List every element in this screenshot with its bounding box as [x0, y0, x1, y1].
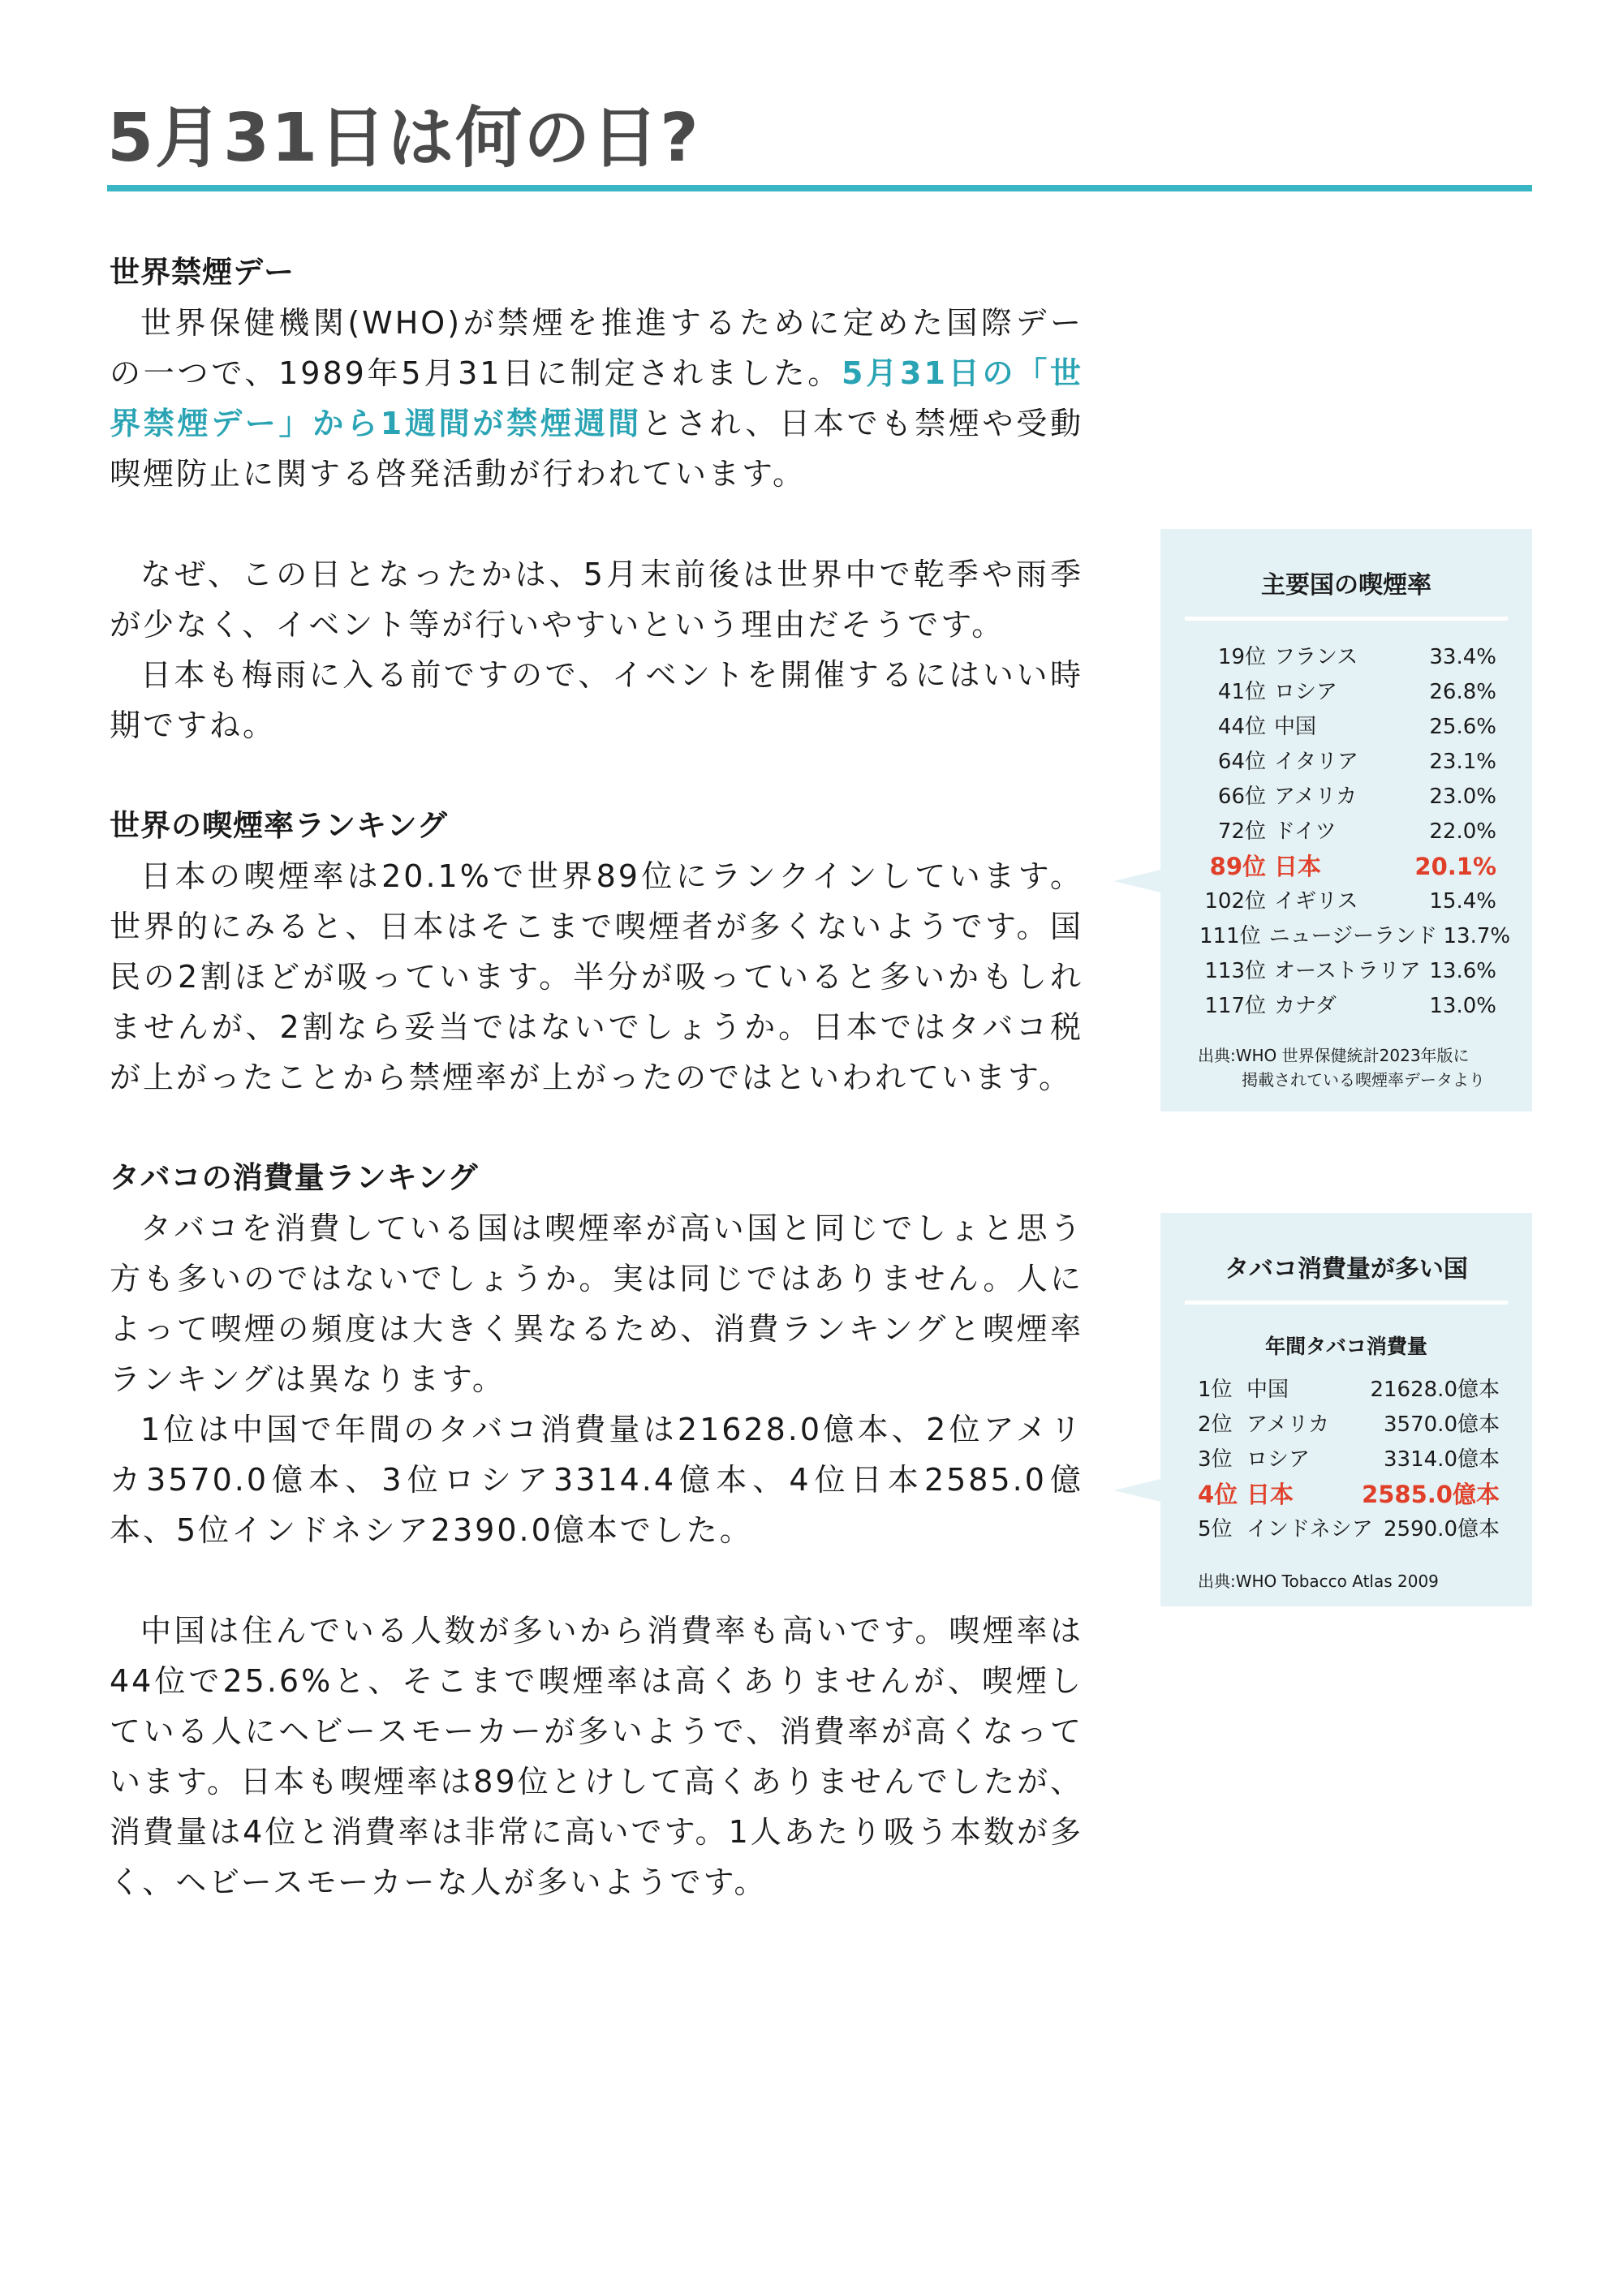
sidebar-subtitle: 年間タバコ消費量 — [1265, 1335, 1427, 1358]
rate-value: 13.7% — [1443, 924, 1511, 948]
rank-position: 117位 — [1204, 994, 1266, 1018]
consumption-sidebar — [1160, 1213, 1532, 1606]
paragraph-rainy-season: 日本も梅雨に入る前ですので、イベントを開催するにはいい時期ですね。 — [110, 657, 1083, 743]
rank-position: 41位 — [1217, 680, 1266, 704]
country-name: イギリス — [1274, 889, 1358, 914]
consumption-value: 2585.0億本 — [1362, 1481, 1500, 1508]
paragraph-consumption-intro: タバコを消費している国は喫煙率が高い国と同じでしょと思う方も多いのではないでしょうか。実は同じではありません。人によって喫煙の頻度は大きく異なるため、消費ランキングと喫煙率ランキングは異なります。 — [110, 1210, 1083, 1397]
heading-world-no-tobacco-day: 世界禁煙デー — [110, 255, 295, 290]
consumption-list — [1160, 1360, 1532, 1547]
country-name: ロシア — [1246, 1447, 1311, 1472]
list-item — [1199, 745, 1496, 780]
rate-value: 20.1% — [1414, 853, 1496, 880]
rate-value: 15.4% — [1429, 889, 1496, 914]
list-item — [1199, 780, 1496, 815]
rate-value: 33.4% — [1429, 645, 1496, 669]
country-name: イタリア — [1274, 750, 1359, 774]
rate-value: 22.0% — [1429, 819, 1496, 844]
rate-value: 23.1% — [1429, 750, 1496, 774]
country-name: カナダ — [1274, 994, 1337, 1018]
spacer — [110, 1103, 1083, 1153]
rank-position: 64位 — [1217, 750, 1266, 774]
rank-position: 113位 — [1204, 959, 1266, 983]
source-line: 出典:WHO 世界保健統計2023年版に — [1198, 1046, 1470, 1065]
country-name: 日本 — [1246, 1481, 1294, 1508]
list-item — [1199, 919, 1511, 954]
list-item — [1199, 640, 1496, 675]
rank-position: 66位 — [1217, 785, 1266, 809]
rank-position: 5位 — [1198, 1517, 1233, 1541]
country-name: フランス — [1274, 645, 1358, 669]
consumption-value: 21628.0億本 — [1370, 1378, 1500, 1402]
text-segment: とされ、日本でも禁煙や受動喫煙防止に関する啓発活動が行われています。 — [110, 406, 1083, 492]
country-name: 日本 — [1274, 853, 1322, 880]
smoking-rate-sidebar — [1160, 529, 1532, 1111]
list-item — [1199, 815, 1496, 849]
highlight-text: 5月31日の「世界禁煙デー」から1週間が禁煙週間 — [110, 355, 1083, 441]
rate-value: 25.6% — [1429, 715, 1496, 739]
heading-smoking-rate-ranking: 世界の喫煙率ランキング — [110, 808, 448, 843]
list-item — [1199, 710, 1496, 745]
country-name: アメリカ — [1274, 785, 1358, 809]
country-name: 中国 — [1246, 1378, 1289, 1402]
rank-position: 3位 — [1198, 1447, 1233, 1472]
rank-position: 72位 — [1217, 819, 1266, 844]
list-item — [1199, 954, 1496, 989]
text-segment: 世界保健機関(WHO)が禁煙を推進するために定めた国際デーの一つで、1989年5月31日に制定されました。 — [110, 305, 1083, 391]
source-note — [1160, 1024, 1532, 1092]
rank-position: 4位 — [1198, 1481, 1238, 1508]
rank-position: 89位 — [1209, 853, 1266, 880]
main-article — [110, 247, 1083, 1907]
list-item — [1199, 884, 1496, 919]
rank-position: 1位 — [1198, 1378, 1233, 1402]
country-name: ドイツ — [1274, 819, 1337, 844]
rate-value: 23.0% — [1429, 785, 1496, 809]
list-item-japan-highlight — [1199, 849, 1496, 884]
rate-value: 13.6% — [1429, 959, 1496, 983]
rank-position: 19位 — [1217, 645, 1266, 669]
list-item — [1198, 1408, 1500, 1443]
paragraph-no-tobacco-day — [110, 298, 1083, 499]
source-line: 掲載されている喫煙率データより — [1242, 1070, 1485, 1090]
list-item — [1199, 989, 1496, 1024]
rank-position: 2位 — [1198, 1412, 1233, 1437]
source-note: 出典:WHO Tobacco Atlas 2009 — [1198, 1572, 1439, 1591]
list-item — [1198, 1512, 1500, 1547]
spacer — [110, 750, 1083, 801]
consumption-value: 2590.0億本 — [1384, 1517, 1500, 1541]
spacer — [110, 1555, 1083, 1606]
rank-position: 44位 — [1217, 715, 1266, 739]
list-item-japan-highlight — [1198, 1477, 1500, 1512]
consumption-value: 3314.0億本 — [1384, 1447, 1500, 1472]
country-name: ロシア — [1274, 680, 1338, 704]
list-item — [1198, 1443, 1500, 1477]
list-item — [1198, 1373, 1500, 1408]
heading-consumption-ranking: タバコの消費量ランキング — [110, 1160, 479, 1195]
spacer — [110, 499, 1083, 549]
paragraph-consumption-analysis: 中国は住んでいる人数が多いから消費率も高いです。喫煙率は44位で25.6%と、そこまで喫煙率は高くありませんが、喫煙している人にヘビースモーカーが多いようで、消費率が高くなっています。日本も喫煙率は89位とけして高くありませんでしたが、消費量は4位と消費率は非常に高いです。1人あたり吸う本数が多く、ヘビースモーカーな人が多いようです。 — [110, 1613, 1083, 1900]
country-name: インドネシア — [1246, 1517, 1373, 1541]
consumption-value: 3570.0億本 — [1384, 1412, 1500, 1437]
rate-value: 13.0% — [1429, 994, 1496, 1018]
paragraph-smoking-rate: 日本の喫煙率は20.1%で世界89位にランクインしています。世界的にみると、日本はそこまで喫煙者が多くないようです。国民の2割ほどが吸っています。半分が吸っていると多いかもしれませんが、2割なら妥当ではないでしょうか。日本ではタバコ税が上がったことから禁煙率が上がったのではといわれています。 — [110, 858, 1083, 1095]
smoking-rate-list — [1160, 621, 1532, 1024]
country-name: アメリカ — [1246, 1412, 1330, 1437]
rank-position: 102位 — [1204, 889, 1266, 914]
country-name: オーストラリア — [1274, 959, 1421, 983]
paragraph-reason: なぜ、この日となったかは、5月末前後は世界中で乾季や雨季が少なく、イベント等が行いやすいという理由だそうです。 — [110, 557, 1083, 643]
country-name: ニュージーランド — [1268, 924, 1438, 948]
title-divider — [107, 185, 1532, 191]
rate-value: 26.8% — [1429, 680, 1496, 704]
paragraph-consumption-figures: 1位は中国で年間のタバコ消費量は21628.0億本、2位アメリカ3570.0億本、3位ロシア3314.4億本、4位日本2585.0億本、5位インドネシア2390.0億本でした。 — [110, 1412, 1083, 1548]
page-title: 5月31日は何の日? — [107, 100, 700, 177]
rank-position: 111位 — [1199, 924, 1261, 948]
sidebar-title: タバコ消費量が多い国 — [1225, 1255, 1468, 1283]
list-item — [1199, 675, 1496, 710]
sidebar-title: 主要国の喫煙率 — [1261, 571, 1431, 600]
country-name: 中国 — [1274, 715, 1317, 739]
